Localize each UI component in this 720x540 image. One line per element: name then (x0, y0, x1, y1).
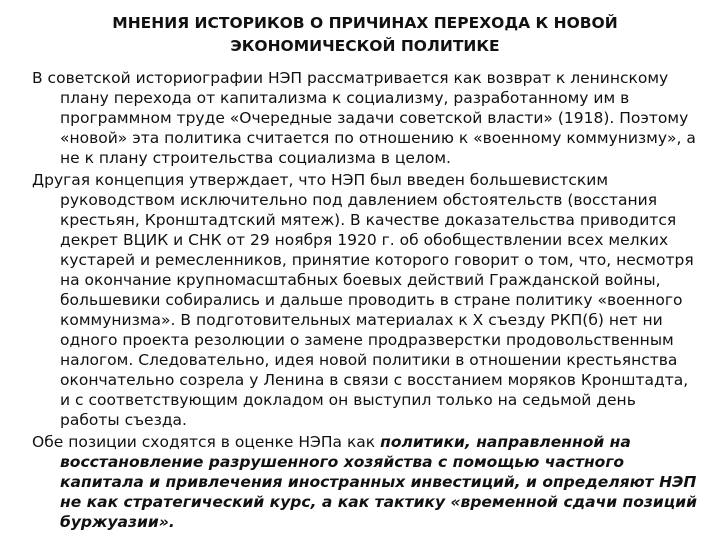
paragraph-common-position (32, 432, 698, 532)
paragraph-common-position-end: . (168, 513, 175, 531)
paragraph-alternative-concept: Другая концепция утверждает, что НЭП был введен большевистским руководством исключительно под давлением обстоятельств (восстания крестьян, Кронштадтский мятеж). В качестве доказательства приводится декрет ВЦИК и СНК от 29 ноября 1920 г. об обобществлении всех мелких кустарей и ремесленников, принятие которого говорит о том, что, несмотря на окончание крупномасштабных боевых действий Гражданской войны, большевики собирались и дальше проводить в стране политику «военного коммунизма». В подготовительных материалах к X съезду РКП(б) нет ни одного проекта резолюции о замене продразверстки продовольственным налогом. Следовательно, идея новой политики в отношении крестьянства окончательно созрела у Ленина в связи с восстанием моряков Кронштадта, и с соответствующим докладом он выступил только на седьмой день работы съезда. (32, 171, 694, 429)
slide-title (32, 12, 698, 58)
paragraph-soviet-historiography: В советской историографии НЭП рассматривается как возврат к ленинскому плану перехода от капитализма к социализму, разработанному им в программном труде «Очередные задачи советской власти» (1918). Поэтому «новой» эта политика считается по отношению к «военному коммунизму», а не к плану строительства социализма в целом. (32, 69, 696, 167)
slide-title-line1: МНЕНИЯ ИСТОРИКОВ О ПРИЧИНАХ ПЕРЕХОДА К НОВОЙ (112, 14, 618, 32)
slide-title-line2: ЭКОНОМИЧЕСКОЙ ПОЛИТИКЕ (230, 37, 500, 55)
paragraph-common-position-intro: Обе позиции сходятся в оценке НЭПа как (32, 433, 381, 451)
paragraph-common-position-emphasis: политики, направленной на восстановление разрушенного хозяйства с помощью частного капитала и привлечения иностранных инвестиций, и определяют НЭП не как стратегический курс, а как тактику «временной сдачи позиций буржуазии» (60, 433, 697, 531)
